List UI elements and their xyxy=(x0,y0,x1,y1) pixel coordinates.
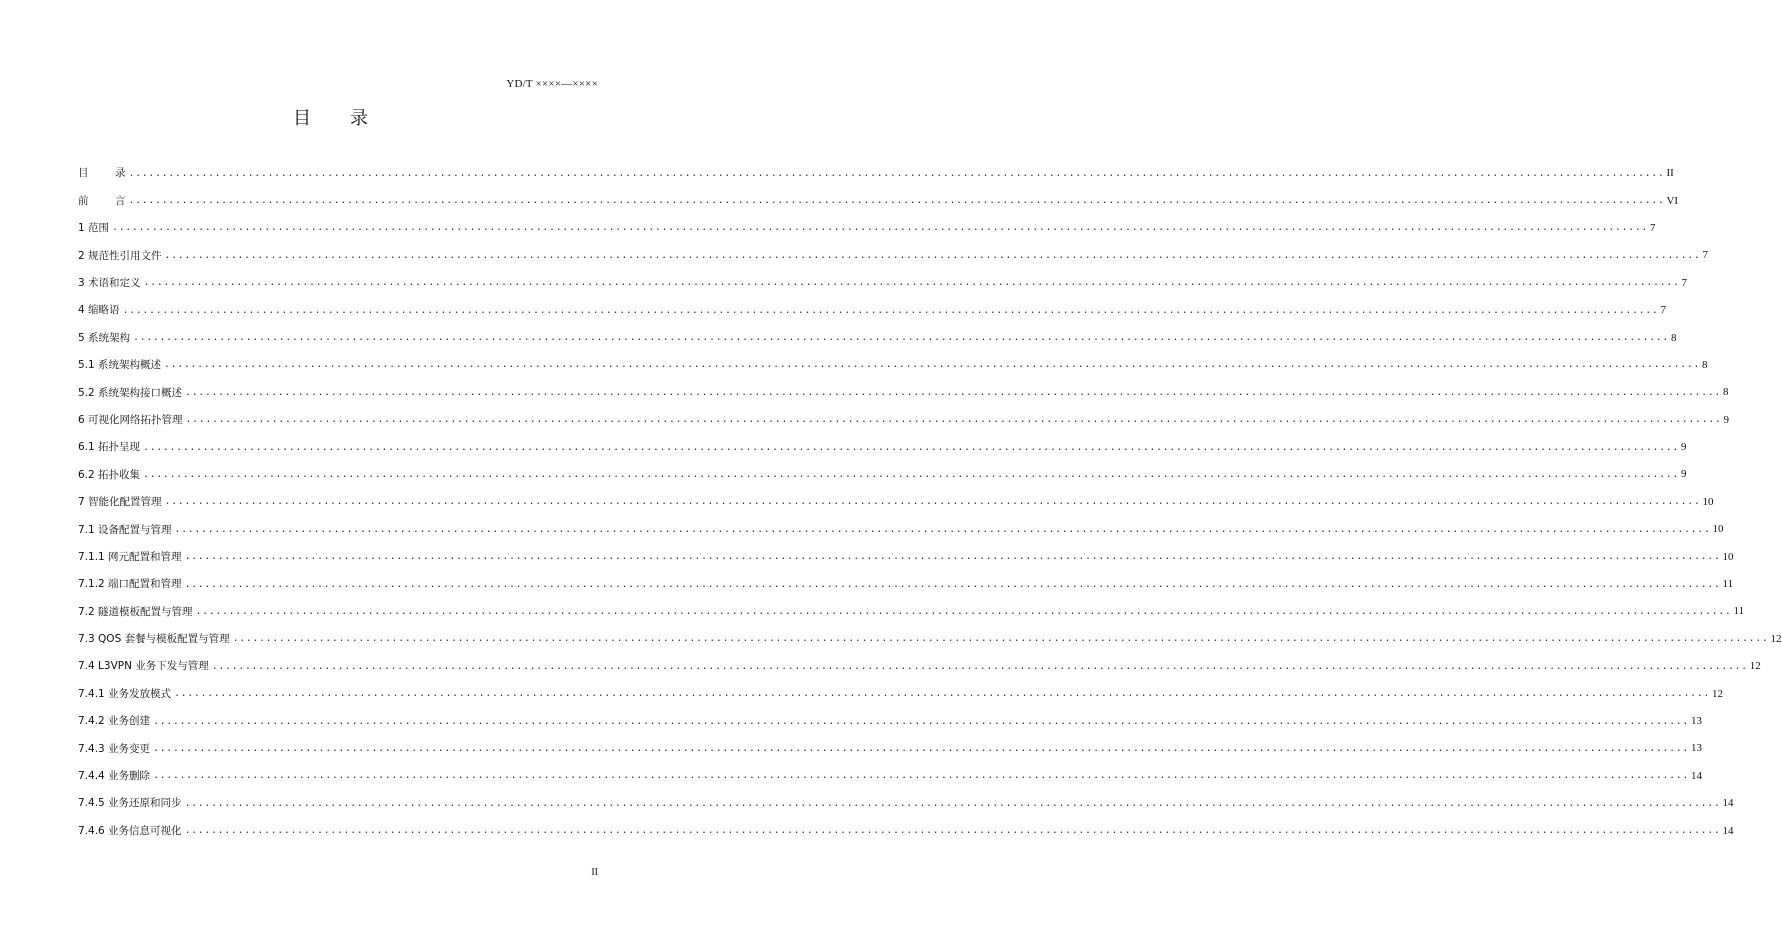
toc-entry-label: 7.4.6 业务信息可视化 xyxy=(78,824,182,837)
toc-entry[interactable] xyxy=(78,324,1677,351)
toc-entry-page: 12 xyxy=(1770,632,1782,645)
toc-entry-page: 12 xyxy=(1749,660,1761,673)
toc-title-char: 录 xyxy=(350,108,369,129)
toc-entry-page: VI xyxy=(1666,194,1679,207)
dot-leader: ........................................................................................................................................................................................................................................ xyxy=(122,304,1659,316)
toc-title xyxy=(0,104,662,130)
dot-leader: ........................................................................................................................................................................................................................................ xyxy=(184,797,1721,809)
toc-entry-label: 2 规范性引用文件 xyxy=(78,249,162,262)
toc-entry-page: 10 xyxy=(1702,495,1714,508)
toc-entry[interactable] xyxy=(78,297,1666,324)
toc-entry[interactable] xyxy=(78,708,1703,735)
toc-entry-label: 6 可视化网络拓扑管理 xyxy=(78,413,183,426)
toc-entry[interactable] xyxy=(78,653,1761,680)
toc-entry-page: 8 xyxy=(1702,358,1708,371)
toc-entry-page: 8 xyxy=(1671,331,1677,344)
toc-entry-page: 14 xyxy=(1691,769,1703,782)
toc-entry-label: 3 术语和定义 xyxy=(78,277,141,289)
toc-entry[interactable] xyxy=(78,680,1724,707)
toc-entry-page: 9 xyxy=(1681,441,1687,454)
toc-entry-label: 7.4.5 业务还原和同步 xyxy=(78,797,182,810)
toc-entry-label: 1 范围 xyxy=(78,222,110,235)
document-code: YD/T ××××—×××× xyxy=(506,78,598,90)
toc-entry-label: 7 智能化配置管理 xyxy=(78,496,162,509)
toc-entry-label: 5.2 系统架构接口概述 xyxy=(78,386,183,399)
dot-leader: ........................................................................................................................................................................................................................................ xyxy=(143,277,1680,289)
toc-entry[interactable] xyxy=(78,407,1729,434)
toc-entry[interactable] xyxy=(78,817,1734,844)
toc-entry-label: 6.2 拓扑收集 xyxy=(78,468,141,481)
toc-entry-page: 7 xyxy=(1681,276,1687,289)
toc-entry-label: 7.2 隧道模板配置与管理 xyxy=(78,605,193,618)
toc-entry-page: 14 xyxy=(1722,797,1734,810)
toc-entry[interactable] xyxy=(78,270,1687,297)
dot-leader: ........................................................................................................................................................................................................................................ xyxy=(174,688,1711,700)
toc-entry[interactable] xyxy=(78,763,1703,790)
toc-entry[interactable] xyxy=(78,379,1729,406)
toc-entry-page: 8 xyxy=(1723,386,1729,399)
dot-leader: ........................................................................................................................................................................................................................................ xyxy=(153,770,1690,782)
dot-leader: ........................................................................................................................................................................................................................................ xyxy=(195,605,1732,617)
table-of-contents xyxy=(78,160,1782,845)
dot-leader: ........................................................................................................................................................................................................................................ xyxy=(174,523,1711,535)
toc-entry[interactable] xyxy=(78,434,1687,461)
toc-entry-page: 12 xyxy=(1712,687,1724,700)
dot-leader: ........................................................................................................................................................................................................................................ xyxy=(128,195,1665,207)
dot-leader: ........................................................................................................................................................................................................................................ xyxy=(153,715,1690,727)
toc-entry-label: 7.3 QOS 套餐与模板配置与管理 xyxy=(78,633,230,646)
toc-entry[interactable] xyxy=(78,215,1656,242)
dot-leader: ........................................................................................................................................................................................................................................ xyxy=(128,167,1665,179)
dot-leader: ........................................................................................................................................................................................................................................ xyxy=(184,578,1721,590)
dot-leader: ........................................................................................................................................................................................................................................ xyxy=(232,633,1769,645)
toc-entry-page: 14 xyxy=(1722,824,1734,837)
toc-entry-page: 10 xyxy=(1722,550,1734,563)
dot-leader: ........................................................................................................................................................................................................................................ xyxy=(184,551,1721,563)
toc-entry-page: 7 xyxy=(1660,304,1666,317)
toc-entry[interactable] xyxy=(78,626,1782,653)
toc-entry-label: 7.4.3 业务变更 xyxy=(78,742,151,755)
toc-entry[interactable] xyxy=(78,489,1714,516)
toc-entry-page: II xyxy=(1666,167,1674,180)
footer-page-number: II xyxy=(591,867,598,878)
toc-entry[interactable] xyxy=(78,735,1703,762)
toc-entry-page: 11 xyxy=(1733,605,1745,618)
toc-entry-label: 7.1 设备配置与管理 xyxy=(78,523,172,536)
toc-entry-page: 9 xyxy=(1723,413,1729,426)
toc-entry-label: 7.1.2 端口配置和管理 xyxy=(78,578,182,591)
toc-entry-page: 9 xyxy=(1681,468,1687,481)
toc-title-char: 目 xyxy=(293,108,312,129)
dot-leader: ........................................................................................................................................................................................................................................ xyxy=(211,660,1748,672)
toc-entry[interactable] xyxy=(78,598,1745,625)
toc-entry-page: 13 xyxy=(1691,742,1703,755)
toc-entry-page: 7 xyxy=(1702,249,1708,262)
dot-leader: ........................................................................................................................................................................................................................................ xyxy=(133,332,1669,344)
toc-entry-label: 5.1 系统架构概述 xyxy=(78,359,162,372)
toc-entry[interactable] xyxy=(78,352,1708,379)
dot-leader: ........................................................................................................................................................................................................................................ xyxy=(164,249,1701,261)
dot-leader: ........................................................................................................................................................................................................................................ xyxy=(112,222,1648,234)
dot-leader: ........................................................................................................................................................................................................................................ xyxy=(143,468,1680,480)
toc-entry-label: 7.4.1 业务发放模式 xyxy=(78,687,172,700)
toc-entry[interactable] xyxy=(78,571,1734,598)
dot-leader: ........................................................................................................................................................................................................................................ xyxy=(184,825,1721,837)
toc-entry-label: 4 缩略语 xyxy=(78,304,120,317)
toc-entry-page: 10 xyxy=(1712,523,1724,536)
toc-entry-page: 13 xyxy=(1691,715,1703,727)
toc-entry-label: 5 系统架构 xyxy=(78,331,131,344)
toc-entry-label: 7.1.1 网元配置和管理 xyxy=(78,550,182,563)
toc-entry[interactable] xyxy=(78,790,1734,817)
toc-entry-label: 目 录 xyxy=(78,167,126,180)
toc-entry-label: 前 言 xyxy=(78,194,126,207)
toc-entry[interactable] xyxy=(78,516,1724,543)
toc-entry-label: 6.1 拓扑呈现 xyxy=(78,441,141,454)
toc-entry-label: 7.4.2 业务创建 xyxy=(78,715,151,728)
toc-entry-page: 11 xyxy=(1722,578,1734,591)
toc-entry[interactable] xyxy=(78,160,1674,187)
toc-entry[interactable] xyxy=(78,543,1734,570)
dot-leader: ........................................................................................................................................................................................................................................ xyxy=(153,742,1690,754)
toc-entry[interactable] xyxy=(78,461,1687,488)
toc-entry-page: 7 xyxy=(1650,221,1656,234)
toc-entry-label: 7.4.4 业务删除 xyxy=(78,770,151,783)
toc-entry[interactable] xyxy=(78,242,1708,269)
dot-leader: ........................................................................................................................................................................................................................................ xyxy=(164,496,1701,508)
dot-leader: ........................................................................................................................................................................................................................................ xyxy=(164,359,1701,371)
toc-entry-label: 7.4 L3VPN 业务下发与管理 xyxy=(78,660,209,673)
dot-leader: ........................................................................................................................................................................................................................................ xyxy=(185,386,1722,398)
toc-entry[interactable] xyxy=(78,187,1679,214)
dot-leader: ........................................................................................................................................................................................................................................ xyxy=(143,441,1680,453)
dot-leader: ........................................................................................................................................................................................................................................ xyxy=(185,414,1722,426)
